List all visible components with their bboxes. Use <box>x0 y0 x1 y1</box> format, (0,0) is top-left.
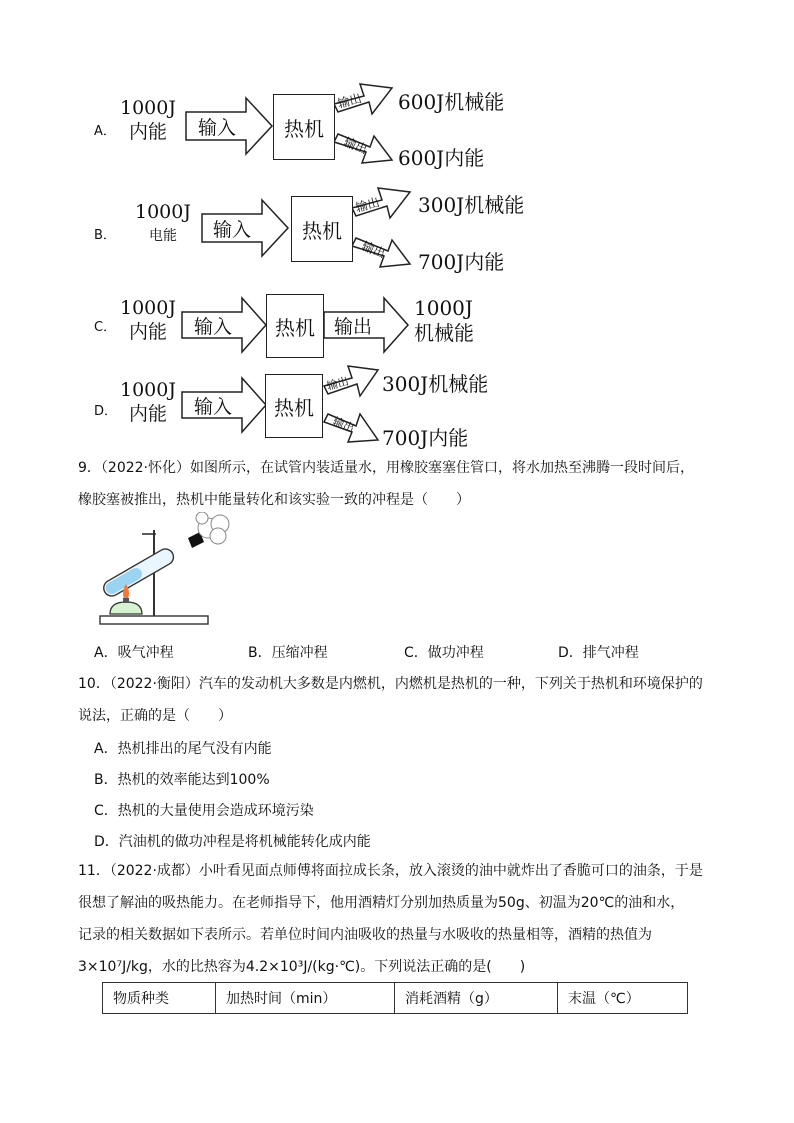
test-tube-experiment-illustration <box>96 512 236 632</box>
table-header-cell: 末温（℃） <box>558 983 688 1014</box>
source-type: 内能 <box>128 403 167 425</box>
question-11 <box>78 855 718 983</box>
table-header-cell: 物质种类 <box>103 983 216 1014</box>
choice-c[interactable]: C．热机的大量使用会造成环境污染 <box>94 803 314 819</box>
output-text: 700J内能 <box>418 250 505 274</box>
choice-d[interactable]: D．排气冲程 <box>558 645 639 661</box>
option-d-diagram <box>0 0 794 450</box>
source-amount: 1000J <box>120 297 176 319</box>
choice-b[interactable]: B．热机的效率能达到100% <box>94 772 270 788</box>
question-text: 9．（2022·怀化）如图所示，在试管内装适量水，用橡胶塞塞住管口，将水加热至沸腾一段时间后， <box>78 460 694 476</box>
table-header-row <box>103 983 688 1014</box>
input-label: 输入 <box>213 219 252 241</box>
option-letter: B． <box>94 228 116 243</box>
output-label: 输出 <box>354 195 381 215</box>
option-letter: C． <box>94 320 117 335</box>
question-10 <box>78 668 718 732</box>
output-label: 输出 <box>325 374 351 393</box>
choice-a[interactable]: A．吸气冲程 <box>94 645 174 661</box>
output-text: 300J机械能 <box>382 372 489 396</box>
source-amount: 1000J <box>135 201 191 223</box>
source-type: 内能 <box>128 321 167 343</box>
output-text: 600J机械能 <box>398 90 505 114</box>
output-label: 输出 <box>341 134 370 157</box>
heat-engine-box: 热机 <box>273 94 335 160</box>
output-label: 输出 <box>330 414 357 436</box>
choice-b[interactable]: B．压缩冲程 <box>248 645 328 661</box>
question-text: 记录的相关数据如下表所示。若单位时间内油吸收的热量与水吸收的热量相等，酒精的热值为 <box>78 927 652 943</box>
output-label: 输出 <box>334 316 373 338</box>
question-9 <box>78 452 718 516</box>
question-text: 很想了解油的吸热能力。在老师指导下，他用酒精灯分别加热质量为50g、初温为20℃的油和水， <box>78 895 685 911</box>
source-amount: 1000J <box>120 379 176 401</box>
source-type: 电能 <box>149 228 177 244</box>
output-text: 600J内能 <box>398 146 485 170</box>
heat-engine-box: 热机 <box>291 196 353 262</box>
output-label: 输出 <box>359 238 388 261</box>
table-header-cell: 消耗酒精（g） <box>395 983 558 1014</box>
option-letter: D． <box>94 404 118 419</box>
input-label: 输入 <box>194 396 233 418</box>
question-text: 3×10⁷J/kg，水的比热容为4.2×10³J/(kg·℃)。下列说法正确的是( ) <box>78 959 526 975</box>
input-label: 输入 <box>198 117 237 139</box>
output-type: 机械能 <box>414 321 474 345</box>
input-label: 输入 <box>194 316 233 338</box>
output-amount: 1000J <box>414 296 473 320</box>
option-letter: A． <box>94 124 116 139</box>
choice-a[interactable]: A．热机排出的尾气没有内能 <box>94 741 272 757</box>
source-type: 内能 <box>128 121 167 143</box>
source-amount: 1000J <box>120 97 176 119</box>
choice-c[interactable]: C．做功冲程 <box>404 645 484 661</box>
choice-d[interactable]: D．汽油机的做功冲程是将机械能转化成内能 <box>94 834 371 850</box>
output-text: 300J机械能 <box>418 193 525 217</box>
table-header-cell: 加热时间（min） <box>216 983 395 1014</box>
output-label: 输出 <box>336 91 363 111</box>
question-text: 橡胶塞被推出，热机中能量转化和该实验一致的冲程是（ ） <box>78 492 470 508</box>
question-text: 说法，正确的是（ ） <box>78 708 232 724</box>
question-text: 11．（2022·成都）小叶看见面点师傅将面拉成长条，放入滚烫的油中就炸出了香脆可口的油条，于是 <box>78 863 703 879</box>
data-table <box>102 982 688 1014</box>
heat-engine-box: 热机 <box>266 294 324 358</box>
output-text: 700J内能 <box>382 426 469 450</box>
question-text: 10．（2022·衡阳）汽车的发动机大多数是内燃机，内燃机是热机的一种，下列关于热机和环境保护的 <box>78 676 703 692</box>
heat-engine-box: 热机 <box>265 374 323 438</box>
